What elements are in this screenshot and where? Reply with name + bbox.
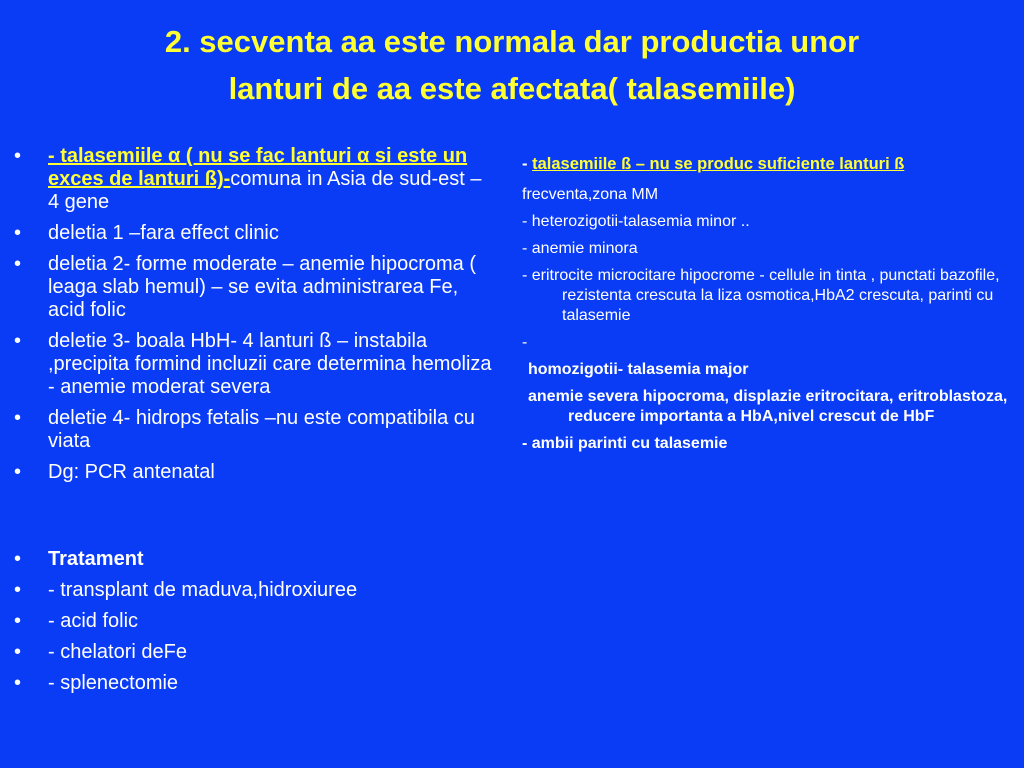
beta-thalassemia-highlight: talasemiile ß – nu se produc suficiente lanturi ß [532, 155, 905, 173]
spacer [14, 492, 498, 548]
bullet-text: - chelatori deFe [48, 641, 187, 663]
text-line: - [522, 334, 528, 351]
bullet-text: Dg: PCR antenatal [48, 461, 215, 483]
bullet-icon: • [14, 330, 22, 352]
text-line: - heterozigotii-talasemia minor .. [522, 213, 750, 230]
bullet-item-treatment [14, 641, 498, 664]
bullet-item-diagnosis [14, 461, 498, 484]
bullet-icon: • [14, 641, 22, 663]
treatment-heading: Tratament [48, 548, 144, 570]
bullet-icon: • [14, 407, 22, 429]
bullet-item-deletion-4 [14, 407, 498, 453]
slide-title-line-1: 2. secventa aa este normala dar productia unor [164, 24, 860, 59]
bullet-item-deletion-1 [14, 222, 498, 245]
bullet-item-treatment-heading [14, 548, 498, 571]
bold-line: - ambii parinti cu talasemie [522, 435, 728, 452]
heading-prefix: - [522, 155, 533, 173]
bullet-icon: • [14, 145, 22, 167]
slide-title-line-2: lanturi de aa este afectata( talasemiile) [228, 71, 796, 106]
text-line: - eritrocite microcitare hipocrome - cellule in tinta , punctati bazofile, rezistenta crescuta la liza osmotica,HbA2 crescuta, parinti cu talasemie [522, 267, 1000, 324]
bullet-text: deletia 1 –fara effect clinic [48, 222, 279, 244]
bullet-text: - transplant de maduva,hidroxiuree [48, 579, 358, 601]
bullet-item-treatment [14, 610, 498, 633]
bullet-item-deletion-2 [14, 253, 498, 322]
bullet-text: - acid folic [48, 610, 139, 632]
left-column [14, 145, 498, 703]
bullet-text: - splenectomie [48, 672, 179, 694]
bullet-icon: • [14, 548, 22, 570]
alpha-thalassemia-highlight: - talasemiile α ( nu se fac lanturi α si este un exces de lanturi ß)- [48, 145, 468, 190]
alpha-thalassemia-text: comuna in Asia de sud-est – 4 gene [48, 168, 482, 213]
slide-title [20, 18, 1004, 112]
bold-line: anemie severa hipocroma, displazie eritrocitara, eritroblastoza, reducere importanta a HbA,nivel crescut de HbF [528, 388, 1008, 425]
bullet-icon: • [14, 253, 22, 275]
bullet-icon: • [14, 672, 22, 694]
text-line: - anemie minora [522, 240, 638, 257]
text-line: frecventa,zona MM [522, 186, 659, 203]
bullet-item-deletion-3 [14, 330, 498, 399]
bullet-text: deletie 3- boala HbH- 4 lanturi ß – instabila ,precipita formind incluzii care determina hemoliza - anemie moderat severa [48, 330, 492, 398]
bullet-item-treatment [14, 579, 498, 602]
bullet-icon: • [14, 579, 22, 601]
bullet-text: deletie 4- hidrops fetalis –nu este compatibila cu viata [48, 407, 475, 452]
bold-line: homozigotii- talasemia major [528, 361, 749, 378]
bullet-item-treatment [14, 672, 498, 695]
bullet-text: deletia 2- forme moderate – anemie hipocroma ( leaga slab hemul) – se evita administrarea Fe, acid folic [48, 253, 476, 321]
right-column [522, 154, 1014, 461]
bullet-icon: • [14, 461, 22, 483]
bullet-icon: • [14, 610, 22, 632]
bullet-item-alpha [14, 145, 498, 214]
bullet-icon: • [14, 222, 22, 244]
beta-thalassemia-heading [522, 154, 1014, 175]
